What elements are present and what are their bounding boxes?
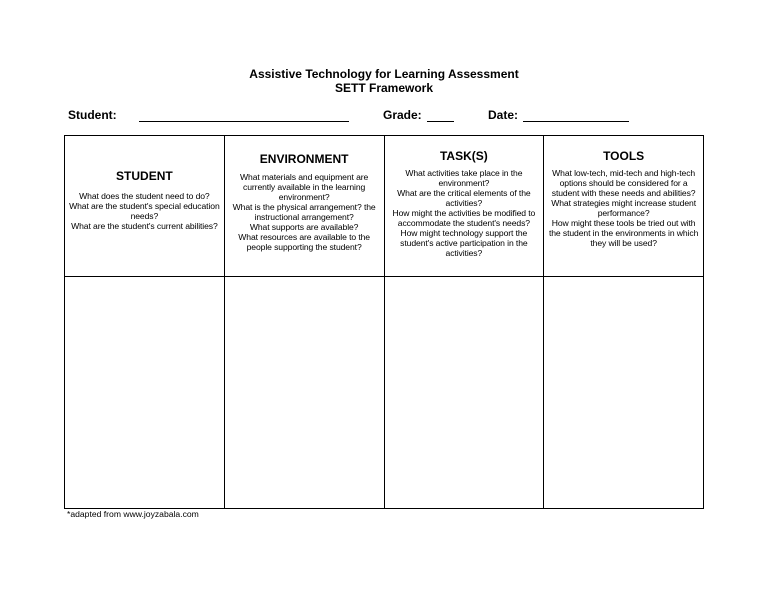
column-questions	[544, 168, 703, 248]
grade-line[interactable]	[427, 121, 454, 122]
student-label: Student:	[68, 108, 117, 122]
sett-table	[64, 135, 704, 509]
environment-header-cell	[224, 136, 384, 277]
tasks-header-cell	[384, 136, 544, 277]
tools-response-cell[interactable]	[544, 277, 704, 509]
date-label: Date:	[488, 108, 519, 122]
question: What strategies might increase student performance?	[551, 198, 696, 218]
column-questions	[385, 168, 544, 258]
column-title: STUDENT	[116, 169, 173, 183]
document-title: Assistive Technology for Learning Assessment	[249, 67, 519, 81]
column-questions	[65, 191, 224, 231]
question: How might the activities be modified to accommodate the student's needs?	[392, 208, 536, 228]
question: What materials and equipment are currently available in the learning environment?	[240, 172, 369, 202]
question: What resources are available to the people supporting the student?	[238, 232, 370, 252]
question: How might technology support the student's active participation in the activities?	[400, 228, 528, 258]
tasks-response-cell[interactable]	[384, 277, 544, 509]
header-row	[65, 136, 704, 277]
student-response-cell[interactable]	[65, 277, 225, 509]
response-row	[65, 277, 704, 509]
tools-header-cell	[544, 136, 704, 277]
question: What is the physical arrangement? the instructional arrangement?	[232, 202, 376, 222]
document-subtitle: SETT Framework	[334, 81, 434, 95]
student-header-cell	[65, 136, 225, 277]
date-line[interactable]	[523, 121, 629, 122]
question: What supports are available?	[249, 222, 359, 232]
question: What does the student need to do?	[79, 191, 210, 201]
question: What are the student's current abilities?	[71, 221, 218, 231]
question: How might these tools be tried out with the student in the environments in which they will be used?	[548, 218, 699, 248]
student-name-line[interactable]	[139, 121, 349, 122]
question: What activities take place in the environment?	[405, 168, 523, 188]
column-title: TOOLS	[603, 149, 645, 163]
grade-label: Grade:	[383, 108, 422, 122]
column-title: TASK(S)	[439, 149, 488, 163]
column-title: ENVIRONMENT	[259, 152, 349, 166]
question: What low-tech, mid-tech and high-tech options should be considered for a student with these needs and abilities?	[551, 168, 696, 198]
environment-response-cell[interactable]	[224, 277, 384, 509]
question: What are the student's special education needs?	[69, 201, 220, 221]
column-questions	[225, 172, 384, 252]
question: What are the critical elements of the activities?	[397, 188, 531, 208]
footnote: *adapted from www.joyzabala.com	[67, 509, 199, 519]
